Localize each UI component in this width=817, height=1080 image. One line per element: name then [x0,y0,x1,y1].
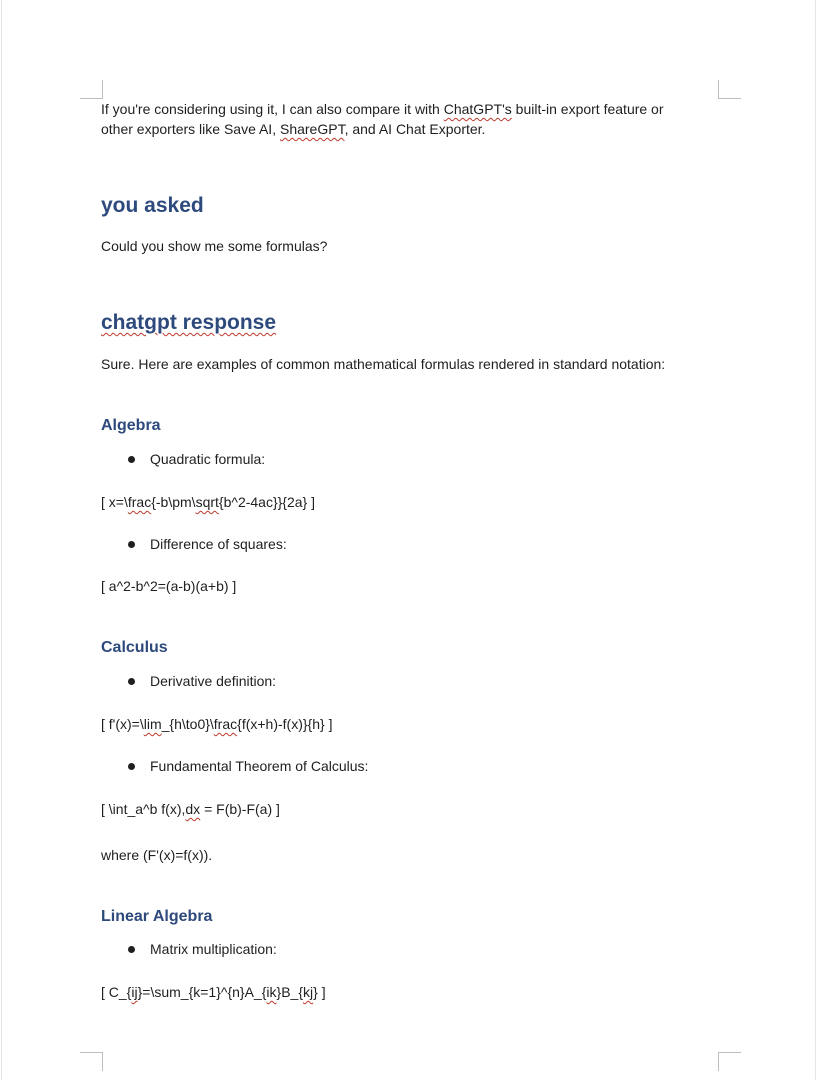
response-intro: Sure. Here are examples of common mathematical formulas rendered in standard notation: [101,356,666,372]
section-title-algebra: Algebra [101,417,161,434]
section-title-linear-algebra: Linear Algebra [101,908,213,925]
response-heading: chatgpt response [101,311,277,334]
list-item: Matrix multiplication: [101,939,770,959]
intro-line-1: If you're considering using it, I can also compare it with ChatGPT's built-in export feature or [101,101,664,117]
formula-difference-of-squares: [ a^2-b^2=(a-b)(a+b) ] [101,578,237,594]
crop-mark-bottom-left [80,1052,103,1071]
list-item: Fundamental Theorem of Calculus: [101,756,770,776]
list-item: Quadratic formula: [101,449,770,469]
formula-quadratic: [ x=\frac{-b\pm\sqrt{b^2-4ac}}{2a} ] [101,494,316,510]
section-title-calculus: Calculus [101,639,168,656]
list-item: Difference of squares: [101,534,770,554]
crop-mark-top-left [80,80,103,99]
user-message: Could you show me some formulas? [101,238,328,254]
spellcheck-word: ChatGPT's [443,101,512,117]
crop-mark-bottom-right [718,1052,741,1071]
formula-matrix-multiplication: [ C_{ij}=\sum_{k=1}^{n}A_{ik}B_{kj} ] [101,984,326,1000]
intro-line-2: other exporters like Save AI, ShareGPT, and AI Chat Exporter. [101,121,486,137]
list-item: Derivative definition: [101,671,770,691]
calculus-note: where (F'(x)=f(x)). [101,847,213,863]
user-heading: you asked [101,194,204,217]
formula-derivative: [ f'(x)=\lim_{h\to0}\frac{f(x+h)-f(x)}{h} ] [101,716,333,732]
spellcheck-word: ShareGPT [279,121,345,137]
formula-fundamental-theorem: [ \int_a^b f(x),dx = F(b)-F(a) ] [101,801,280,817]
crop-mark-top-right [718,80,741,99]
